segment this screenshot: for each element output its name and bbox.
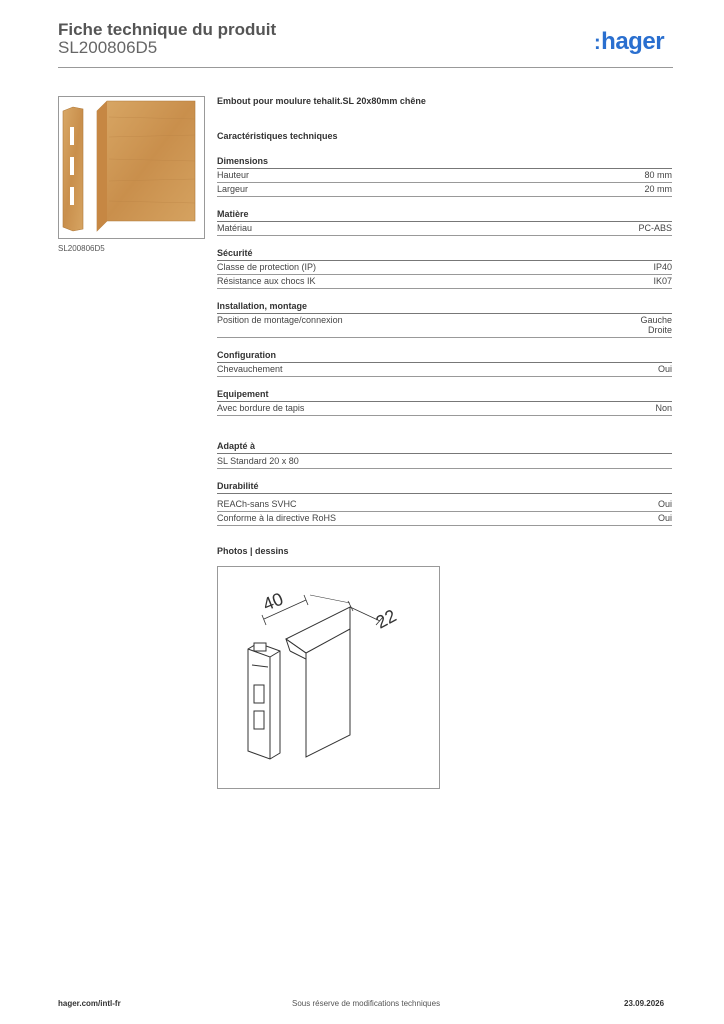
spec-value: PC-ABS: [638, 223, 672, 233]
spec-value-line: Droite: [647, 325, 672, 335]
spec-value-line: Gauche: [640, 315, 672, 325]
spec-label: SL Standard 20 x 80: [217, 456, 299, 466]
photo-caption: SL200806D5: [58, 244, 105, 253]
spec-value: Oui: [657, 499, 672, 509]
spec-row: [217, 276, 672, 289]
spec-value: Oui: [657, 513, 672, 523]
logo-text: hager: [601, 28, 665, 55]
spec-label: Conforme à la directive RoHS: [217, 513, 337, 523]
tech-characteristics-heading: Caractéristiques techniques: [217, 131, 338, 141]
spec-label: Hauteur: [217, 170, 250, 180]
section-configuration-title: Configuration: [217, 350, 672, 363]
spec-row: [217, 513, 672, 526]
hager-logo: [594, 28, 664, 56]
spec-row: [217, 403, 672, 416]
spec-row: [217, 184, 672, 197]
section-equipement-title: Equipement: [217, 389, 672, 402]
spec-row: [217, 456, 672, 469]
spec-value: 80 mm: [644, 170, 672, 180]
dimension-label-depth: 22: [372, 605, 400, 633]
spec-row: [217, 499, 672, 512]
spec-row: [217, 223, 672, 236]
section-durabilite-title: Durabilité: [217, 481, 672, 494]
spec-label: Position de montage/connexion: [217, 315, 343, 325]
spec-label: Chevauchement: [217, 364, 283, 374]
spec-row: [217, 364, 672, 377]
section-securite-title: Sécurité: [217, 248, 672, 261]
section-adapte-title: Adapté à: [217, 441, 672, 454]
wood-end-cap-image: [59, 97, 204, 238]
section-matiere-title: Matière: [217, 209, 672, 222]
drawings-heading: Photos | dessins: [217, 546, 289, 556]
spec-value: IK07: [653, 276, 672, 286]
spec-value: 20 mm: [644, 184, 672, 194]
footer-disclaimer: Sous réserve de modifications techniques: [292, 999, 441, 1008]
spec-label: REACh-sans SVHC: [217, 499, 297, 509]
spec-label: Classe de protection (IP): [217, 262, 317, 272]
page-title: Fiche technique du produit: [58, 20, 277, 39]
product-description: Embout pour moulure tehalit.SL 20x80mm chêne: [217, 96, 426, 106]
technical-drawing: [217, 566, 440, 789]
spec-value: [640, 315, 672, 335]
product-photo: [58, 96, 205, 239]
spec-value: Non: [655, 403, 672, 413]
spec-row: [217, 315, 672, 338]
spec-row: [217, 170, 672, 183]
header-divider: [58, 67, 673, 68]
logo-colon-icon: :: [594, 32, 601, 54]
footer-website-link[interactable]: hager.com/intl-fr: [58, 999, 121, 1008]
end-cap-line-drawing: [218, 567, 439, 788]
spec-label: Matériau: [217, 223, 253, 233]
spec-label: Résistance aux chocs IK: [217, 276, 316, 286]
spec-label: Avec bordure de tapis: [217, 403, 305, 413]
section-installation-title: Installation, montage: [217, 301, 672, 314]
spec-value: Oui: [657, 364, 672, 374]
section-dimensions-title: Dimensions: [217, 156, 672, 169]
spec-label: Largeur: [217, 184, 249, 194]
spec-row: [217, 262, 672, 275]
dimension-label-width: 40: [260, 588, 287, 615]
footer-date: 23.09.2026: [624, 999, 665, 1008]
product-code: SL200806D5: [58, 38, 158, 57]
spec-value: IP40: [653, 262, 672, 272]
